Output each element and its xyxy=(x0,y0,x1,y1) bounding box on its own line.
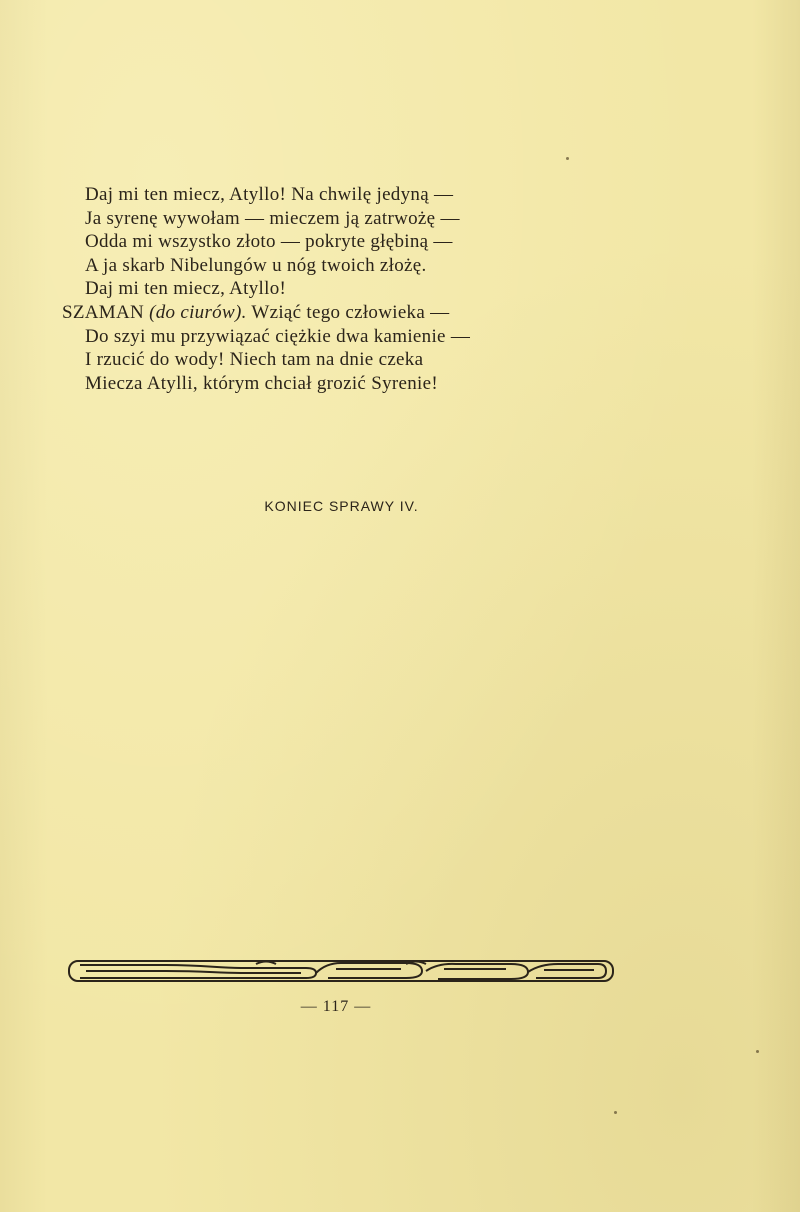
paper-speck xyxy=(756,1050,759,1053)
stage-direction: (do ciurów). xyxy=(149,301,247,323)
verse-line: Odda mi wszystko złoto — pokryte głębiną — xyxy=(85,231,453,253)
ornament-divider xyxy=(66,954,616,986)
speaker-name: SZAMAN xyxy=(62,301,145,323)
verse-line: Miecza Atylli, którym chciał grozić Syrenie! xyxy=(85,372,438,394)
page-number: — 117 — xyxy=(300,998,372,1015)
verse-line: Daj mi ten miecz, Atyllo! Na chwilę jedyną — xyxy=(85,184,454,205)
verse-line: Do szyi mu przywiązać ciężkie dwa kamienie — xyxy=(85,325,471,347)
paper-speck xyxy=(614,1111,617,1114)
act-end-note: KONIEC SPRAWY IV. xyxy=(264,498,419,514)
verse-line: Daj mi ten miecz, Atyllo! xyxy=(85,278,287,300)
verse-line: I rzucić do wody! Niech tam na dnie czeka xyxy=(85,349,424,371)
paper-speck xyxy=(566,157,569,160)
verse-block xyxy=(62,183,470,395)
speaker-text: Wziąć tego człowieka — xyxy=(251,301,450,323)
verse-line: Ja syrenę wywołam — mieczem ją zatrwożę — xyxy=(85,207,460,229)
verse-line: A ja skarb Nibelungów u nóg twoich złożę. xyxy=(85,254,427,276)
speaker-line xyxy=(62,301,470,325)
